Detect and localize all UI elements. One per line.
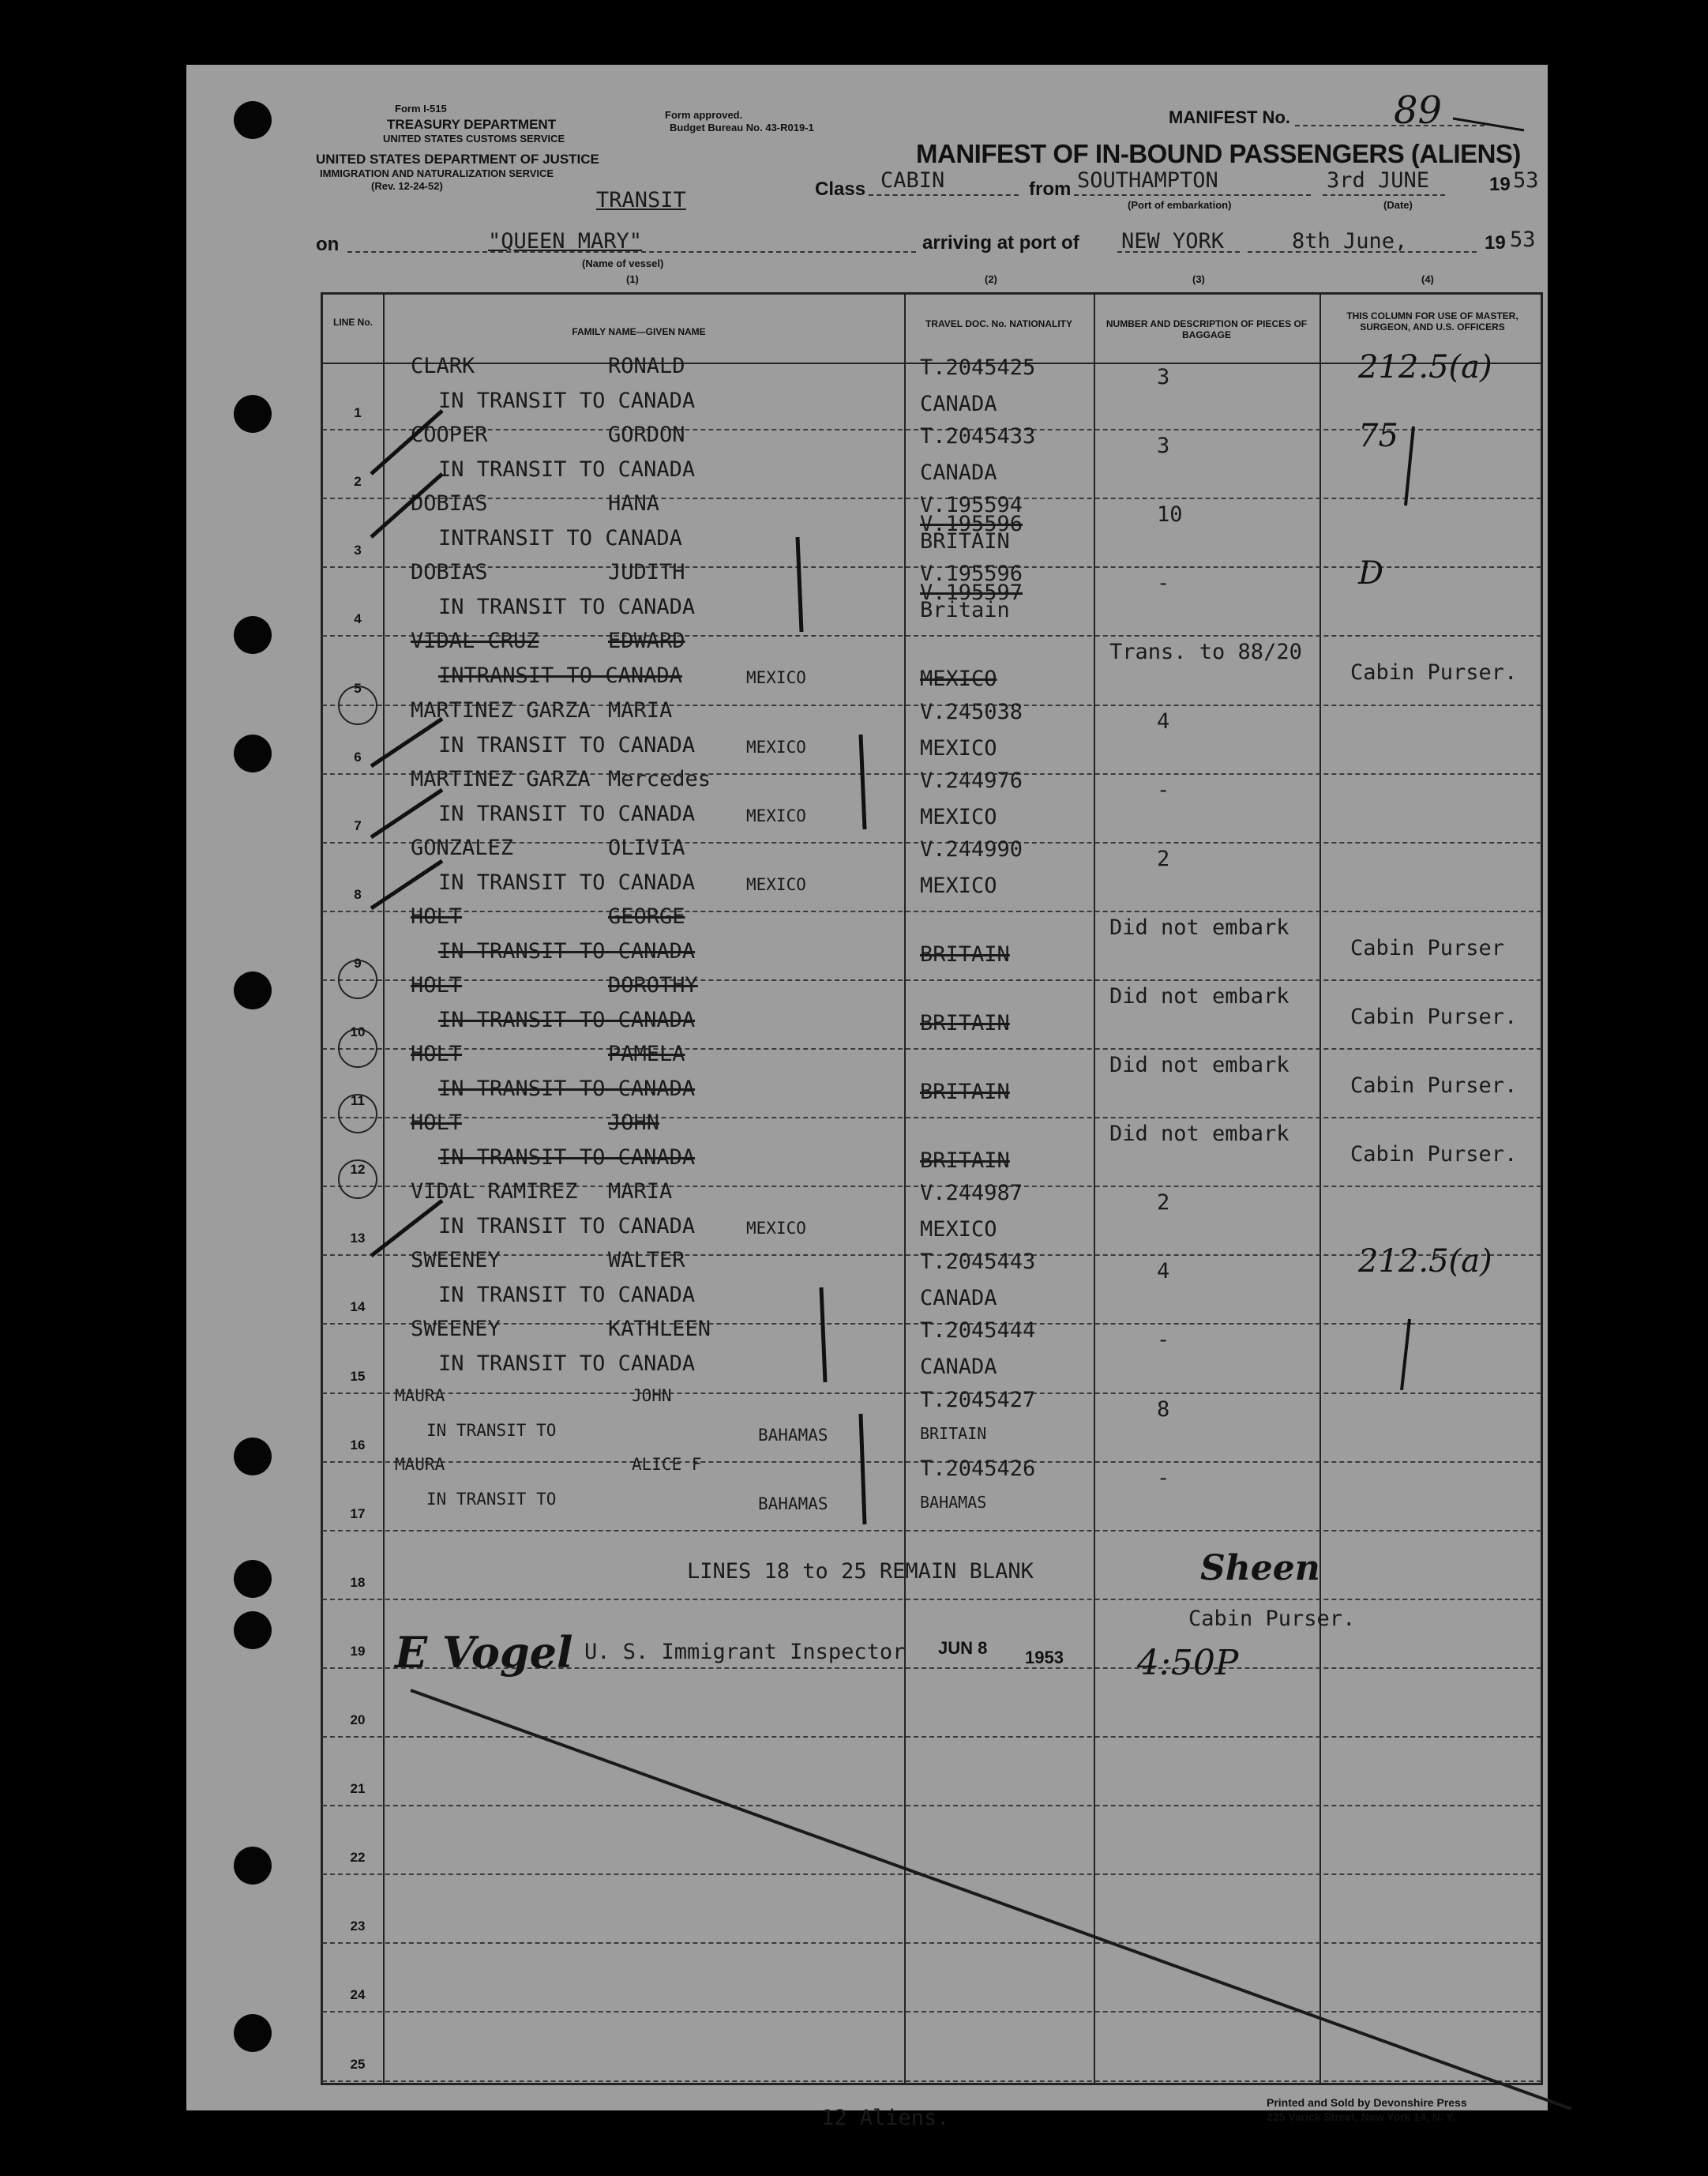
line-number: 13 [350,1231,366,1246]
travel-doc-number: T.2045425 [920,355,1036,380]
inspector-signature: E Vogel [395,1627,573,1678]
col-number-4: (4) [1421,273,1434,285]
line-number: 8 [354,886,362,902]
arriving-label: arriving at port of [922,232,1079,254]
family-name: HOLT [411,1111,463,1136]
form-number: Form I-515 [395,103,447,115]
transit-note: IN TRANSIT TO CANADA [438,1214,696,1239]
bracket-mark [861,1414,865,1524]
blank-lines-note: LINES 18 to 25 REMAIN BLANK [687,1559,1034,1584]
family-name: COOPER [411,423,488,448]
header-line-no: LINE No. [333,317,373,328]
family-name: SWEENEY [411,1248,501,1273]
nationality: CANADA [920,1355,997,1380]
transit-note: INTRANSIT TO CANADA [438,663,682,689]
transit-note: IN TRANSIT TO CANADA [438,1007,696,1032]
check-mark [371,1201,442,1256]
nationality: BRITAIN [920,1080,1010,1104]
port-of-arrival: NEW YORK [1121,229,1225,254]
given-name: OLIVIA [608,835,685,860]
given-name: GEORGE [608,904,685,929]
line-number: 21 [350,1781,366,1797]
check-mark [371,719,442,766]
given-name: WALTER [608,1248,685,1273]
given-name: KATHLEEN [608,1317,711,1342]
travel-doc-number: T.2045433 [920,424,1036,449]
nationality: MEXICO [920,667,997,692]
travel-doc-number: V.244990 [920,836,1023,862]
baggage-count: - [1157,777,1170,802]
baggage-count: - [1157,1465,1170,1490]
given-name: MARIA [608,1179,673,1205]
check-mark [371,790,442,837]
line-number: 17 [350,1505,366,1521]
check-mark [371,474,442,537]
header-officers: THIS COLUMN FOR USE OF MASTER, SURGEON, AND U.S. OFFICERS [1346,310,1518,333]
travel-doc-number: V.195596 [920,562,1023,587]
family-name: SWEENEY [411,1317,501,1342]
header-baggage: NUMBER AND DESCRIPTION OF PIECES OF BAGGAGE [1106,318,1308,340]
officer-note: 212.5(a) [1358,1243,1492,1280]
travel-doc-number: V.245038 [920,699,1023,724]
travel-doc-number: T.2045443 [920,1250,1036,1275]
travel-doc-number: T.2045427 [920,1387,1036,1412]
check-mark [371,411,442,474]
line-number: 24 [350,1987,366,2003]
inspection-stamp-year: 1953 [1025,1648,1064,1667]
baggage-count: Did not embark [1109,983,1289,1009]
class-label: Class [815,179,866,200]
transit-note: IN TRANSIT TO CANADA [438,732,696,757]
travel-doc-number: V.195594 [920,493,1023,518]
arrival-date: 8th June, [1292,229,1408,254]
purser-signature: Sheen [1200,1548,1320,1588]
line-number: 7 [354,817,362,833]
cancel-diagonal-line [411,1690,1571,2109]
on-label: on [316,234,340,255]
bracket-mark [1406,427,1413,505]
departure-year: 53 [1513,168,1539,193]
nationality: CANADA [920,460,997,486]
given-name: GORDON [608,423,685,448]
bracket-mark [1402,1319,1410,1390]
baggage-count: 8 [1157,1396,1170,1422]
family-name: VIDAL RAMIREZ [411,1179,578,1205]
check-mark [371,861,442,908]
inspection-time: 4:50P [1137,1643,1239,1683]
transit-note: IN TRANSIT TO CANADA [438,1283,696,1308]
family-name: DOBIAS [411,560,488,585]
line-number: 20 [350,1712,366,1727]
family-name: HOLT [411,1042,463,1066]
officer-note: 75 [1358,418,1398,455]
baggage-count: 3 [1157,434,1170,459]
col-number-3: (3) [1192,273,1205,285]
transit-note: IN TRANSIT TO [426,1489,557,1509]
from-label: from [1029,179,1072,200]
line-number: 11 [351,1093,365,1109]
transit-note: IN TRANSIT TO CANADA [438,801,696,826]
family-name: MAURA [395,1454,445,1474]
baggage-count: 2 [1157,1190,1170,1216]
baggage-count: Did not embark [1109,915,1289,940]
nationality: BRITAIN [920,529,1010,554]
nationality: MEXICO [920,804,997,829]
transit-note: IN TRANSIT TO CANADA [438,938,696,964]
dept-justice: UNITED STATES DEPARTMENT OF JUSTICE [316,152,599,167]
travel-doc-number-corrected: V.195597 [920,581,1023,606]
nationality: MEXICO [920,735,997,761]
travel-doc-number: T.2045444 [920,1318,1036,1344]
header-name: FAMILY NAME—GIVEN NAME [572,326,706,337]
officer-note: Cabin Purser [1350,935,1505,960]
aliens-count: 12 Aliens. [821,2106,950,2130]
bracket-mark [821,1287,825,1382]
manifest-title: MANIFEST OF IN-BOUND PASSENGERS (ALIENS) [916,139,1521,168]
transit-destination: MEXICO [746,737,806,757]
officer-note: Cabin Purser. [1350,1004,1518,1029]
nationality: BAHAMAS [920,1492,987,1512]
transit-note: IN TRANSIT TO CANADA [438,389,696,413]
form-revision: (Rev. 12-24-52) [371,180,443,192]
budget-bureau: Budget Bureau No. 43-R019-1 [670,122,814,133]
arrival-year: 53 [1510,227,1536,252]
transit-destination: MEXICO [746,668,806,688]
nationality: BRITAIN [920,1148,1010,1174]
baggage-count: - [1157,1328,1170,1353]
baggage-count: 4 [1157,708,1170,734]
nationality: MEXICO [920,1217,997,1242]
baggage-count: 10 [1157,502,1183,528]
given-name: RONALD [608,354,685,378]
nationality: BRITAIN [920,941,1010,967]
printer-line-1: Printed and Sold by Devonshire Press [1267,2096,1467,2109]
family-name: CLARK [411,354,475,378]
transit-note: INTRANSIT TO CANADA [438,526,682,551]
port-of-embarkation: SOUTHAMPTON [1077,168,1218,193]
col-number-1: (1) [626,273,639,285]
bracket-mark [798,537,801,632]
transit-destination: BAHAMAS [758,1425,828,1445]
given-name: HANA [608,491,660,517]
transit-note: IN TRANSIT TO CANADA [438,457,696,483]
vessel-name: "QUEEN MARY" [488,229,643,254]
family-name: HOLT [411,972,463,998]
baggage-count: Trans. to 88/20 [1109,640,1302,665]
baggage-count: 4 [1157,1259,1170,1284]
manifest-number: 89 [1394,88,1443,133]
dept-ins: IMMIGRATION AND NATURALIZATION SERVICE [320,167,554,179]
given-name: ALICE F [632,1454,702,1474]
departure-date: 3rd JUNE [1327,168,1430,193]
given-name: EDWARD [608,629,685,654]
nationality: MEXICO [920,873,997,898]
transit-note: IN TRANSIT TO CANADA [438,1145,696,1171]
line-number: 9 [354,955,362,971]
nationality: BRITAIN [920,1423,987,1443]
given-name: JOHN [632,1385,672,1405]
line-number: 6 [354,749,362,765]
line-number: 12 [350,1162,366,1178]
line-number: 10 [350,1024,366,1039]
year-prefix-2: 19 [1485,232,1506,254]
transit-destination: MEXICO [746,806,806,825]
line-number: 16 [350,1437,366,1453]
line-number: 14 [350,1299,366,1315]
dept-customs: UNITED STATES CUSTOMS SERVICE [383,133,565,145]
year-prefix: 19 [1489,174,1511,195]
given-name: PAMELA [608,1042,685,1066]
family-name: DOBIAS [411,491,488,517]
form-approved: Form approved. [665,109,743,121]
family-name: VIDAL CRUZ [411,629,539,654]
vessel-caption: (Name of vessel) [582,257,664,269]
given-name: MARIA [608,697,673,723]
transit-note: IN TRANSIT TO CANADA [438,1077,696,1101]
officer-note: 212.5(a) [1358,349,1492,385]
travel-doc-number: V.244987 [920,1181,1023,1206]
transit-note: IN TRANSIT TO [426,1420,557,1440]
line-number: 22 [350,1850,366,1866]
travel-doc-number-corrected: V.195596 [920,512,1023,537]
transit-destination: MEXICO [746,874,806,894]
baggage-count: 3 [1157,365,1170,389]
line-number: 5 [354,680,362,696]
officer-note: Cabin Purser. [1350,1142,1518,1167]
purser-title: Cabin Purser. [1188,1607,1356,1631]
inspection-stamp-date: JUN 8 [938,1638,988,1658]
nationality: CANADA [920,392,997,416]
line-number: 18 [350,1574,366,1590]
family-name: MARTINEZ GARZA [411,766,591,791]
underline-mark [1453,118,1524,130]
line-number: 2 [354,474,362,490]
given-name: JUDITH [608,560,685,585]
given-name: JOHN [608,1111,660,1136]
line-number: 25 [350,2056,366,2072]
family-name: HOLT [411,904,463,929]
officer-note: Cabin Purser. [1350,660,1518,686]
baggage-count: Did not embark [1109,1053,1289,1077]
line-number: 19 [350,1643,366,1659]
nationality: CANADA [920,1286,997,1311]
transit-destination: BAHAMAS [758,1494,828,1513]
nationality: BRITAIN [920,1010,1010,1035]
travel-doc-number: T.2045426 [920,1456,1036,1481]
officer-note: Cabin Purser. [1350,1073,1518,1098]
officer-note: D [1358,555,1384,592]
family-name: GONZALEZ [411,835,514,860]
baggage-count: Did not embark [1109,1122,1289,1147]
family-name: MAURA [395,1385,445,1405]
transit-destination: MEXICO [746,1219,806,1238]
port-caption: (Port of embarkation) [1128,199,1232,211]
transit-label: TRANSIT [596,188,686,212]
transit-note: IN TRANSIT TO CANADA [438,1351,696,1377]
transit-note: IN TRANSIT TO CANADA [438,595,696,620]
travel-doc-number: V.244976 [920,768,1023,793]
line-number: 23 [350,1919,366,1934]
inspector-label: U. S. Immigrant Inspector [584,1640,906,1664]
given-name: Mercedes [608,766,711,791]
bracket-mark [861,735,865,829]
printer-line-2: 225 Varick Street, New York 14, N. Y. [1267,2110,1455,2123]
transit-note: IN TRANSIT TO CANADA [438,870,696,895]
nationality: Britain [920,598,1010,623]
line-number: 4 [354,611,362,627]
manifest-no-label: MANIFEST No. [1169,107,1290,127]
date-caption: (Date) [1383,199,1413,211]
family-name: MARTINEZ GARZA [411,697,591,723]
given-name: DOROTHY [608,972,698,998]
header-travel-doc: TRAVEL DOC. No. NATIONALITY [925,318,1072,329]
baggage-count: - [1157,571,1170,596]
col-number-2: (2) [985,273,997,285]
line-number: 3 [354,543,362,558]
baggage-count: 2 [1157,846,1170,871]
dept-treasury: TREASURY DEPARTMENT [387,117,557,132]
line-number: 1 [354,405,362,421]
line-number: 15 [350,1368,366,1384]
class-value: CABIN [880,168,945,193]
